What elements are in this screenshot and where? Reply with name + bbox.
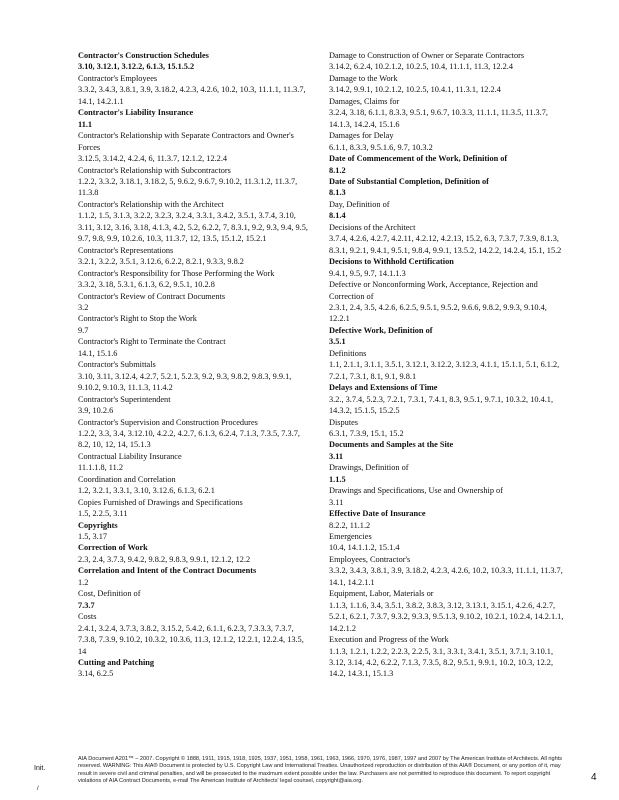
index-entry — [329, 588, 565, 634]
index-references: 8.1.2 — [329, 165, 346, 175]
index-entry — [78, 291, 314, 314]
index-term: Contractor's Relationship with the Architect — [78, 199, 224, 209]
index-entry — [329, 153, 565, 176]
index-term: Contractor's Representations — [78, 245, 174, 255]
index-term: Copies Furnished of Drawings and Specifications — [78, 497, 243, 507]
index-entry — [329, 256, 565, 279]
index-entry — [78, 165, 314, 199]
index-term: Contractor's Construction Schedules — [78, 51, 209, 60]
index-entry — [78, 520, 314, 543]
index-entry — [329, 382, 565, 416]
index-references: 10.4, 14.1.1.2, 15.1.4 — [329, 543, 400, 553]
index-references: 1.1, 2.1.1, 3.1.1, 3.5.1, 3.12.1, 3.12.2, 3.12.3, 4.1.1, 15.1.1, 5.1, 6.1.2, 7.2.1, 7.3.1, 8.1, 9.1, 9.8.1 — [329, 360, 560, 381]
index-entry — [329, 417, 565, 440]
index-references: 1.5, 3.17 — [78, 532, 108, 542]
initials-mark: / — [37, 786, 39, 792]
index-references: 3.3.2, 3.18, 5.3.1, 6.1.3, 6.2, 9.5.1, 10.2.8 — [78, 280, 215, 290]
index-entry — [329, 279, 565, 325]
index-term: Employees, Contractor's — [329, 554, 411, 564]
index-term: Emergencies — [329, 532, 372, 542]
index-references: 6.3.1, 7.3.9, 15.1, 15.2 — [329, 428, 404, 438]
index-entry — [329, 96, 565, 130]
index-entry — [78, 359, 314, 393]
index-entry — [78, 336, 314, 359]
index-entry — [78, 313, 314, 336]
index-references: 3.10, 3.12.1, 3.12.2, 6.1.3, 15.1.5.2 — [78, 62, 195, 72]
index-entry — [329, 130, 565, 153]
index-references: 3.11 — [329, 451, 344, 461]
index-entry — [329, 531, 565, 554]
index-references: 1.2.2, 3.3, 3.4, 3.12.10, 4.2.2, 4.2.7, 6.1.3, 6.2.4, 7.1.3, 7.3.5, 7.3.7, 8.2, 10, 12, 14, 15.1.3 — [78, 428, 300, 450]
index-term: Effective Date of Insurance — [329, 509, 426, 519]
index-references: 3.14.2, 6.2.4, 10.2.1.2, 10.2.5, 10.4, 11.1.1, 11.3, 12.2.4 — [329, 62, 513, 72]
index-entry — [329, 222, 565, 256]
index-term: Copyrights — [78, 520, 118, 530]
index-entry — [329, 73, 565, 96]
index-term: Decisions of the Architect — [329, 222, 416, 232]
index-term: Date of Substantial Completion, Definition of — [329, 176, 489, 186]
index-entry — [329, 554, 565, 588]
index-entry — [78, 417, 314, 451]
index-entry — [78, 451, 314, 474]
index-references: 3.2., 3.7.4, 5.2.3, 7.2.1, 7.3.1, 7.4.1, 8.3, 9.5.1, 9.7.1, 10.3.2, 10.4.1, 14.3.2, 15.1.5, 15.2.5 — [329, 394, 554, 416]
index-entry — [78, 394, 314, 417]
index-term: Contractor's Liability Insurance — [78, 108, 194, 118]
index-term: Contractor's Relationship with Subcontractors — [78, 165, 231, 175]
index-entry — [329, 199, 565, 222]
index-entry — [78, 611, 314, 657]
index-entry — [329, 462, 565, 485]
index-references: 3.2 — [78, 302, 89, 312]
index-entry — [78, 199, 314, 245]
index-references: 14.1, 15.1.6 — [78, 348, 118, 358]
index-references: 6.1.1, 8.3.3, 9.5.1.6, 9.7, 10.3.2 — [329, 142, 433, 152]
index-term: Contractor's Employees — [78, 73, 158, 83]
index-column-right — [329, 50, 565, 680]
index-term: Execution and Progress of the Work — [329, 635, 449, 645]
index-entry — [78, 245, 314, 268]
page-number: 4 — [591, 772, 597, 783]
index-term: Coordination and Correlation — [78, 474, 176, 484]
index-term: Defective or Nonconforming Work, Acceptance, Rejection and Correction of — [329, 280, 538, 301]
index-term: Drawings and Specifications, Use and Ownership of — [329, 486, 503, 496]
index-references: 1.1.2, 1.5, 3.1.3, 3.2.2, 3.2.3, 3.2.4, 3.3.1, 3.4.2, 3.5.1, 3.7.4, 3.10, 3.11, 3.12, 3.16, 3.18, 4.1.3, 4.2, 5.2, 6.2.2, 7, 8.3.1, 9.2, 9.3, 9.4, 9.5, 9.7, 9.8, 9.9, 10.2.6, 10.3, 11.3.7, 12, 13.5, 15.1.2, 15.2.1 — [78, 211, 308, 244]
index-term: Cost, Definition of — [78, 589, 141, 599]
index-entry — [78, 50, 314, 73]
index-references: 3.3.2, 3.4.3, 3.8.1, 3.9, 3.18.2, 4.2.3, 4.2.6, 10.2, 10.3, 11.1.1, 11.3.7, 14.1, 14.2.1.1 — [78, 85, 306, 106]
index-references: 3.5.1 — [329, 337, 346, 347]
index-references: 1.5, 2.2.5, 3.11 — [78, 509, 128, 519]
index-references: 3.12.5, 3.14.2, 4.2.4, 6, 11.3.7, 12.1.2, 12.2.4 — [78, 154, 228, 164]
index-entry — [78, 588, 314, 611]
index-references: 11.1.1.8, 11.2 — [78, 463, 124, 473]
index-references: 1.1.3, 1.2.1, 1.2.2, 2.2.3, 2.2.5, 3.1, 3.3.1, 3.4.1, 3.5.1, 3.7.1, 3.10.1, 3.12, 3.14, 4.2, 6.2.2, 7.1.3, 7.3.5, 8.2, 9.5.1, 9.9.1, 10.2, 10.3, 12.2, 14.2, 14.3.1, 15.1.3 — [329, 646, 554, 679]
index-term: Contractor's Relationship with Separate Contractors and Owner's Forces — [78, 131, 294, 152]
index-term: Contractor's Review of Contract Documents — [78, 291, 226, 301]
index-term: Costs — [78, 612, 97, 622]
index-entry — [78, 73, 314, 107]
index-references: 3.14.2, 9.9.1, 10.2.1.2, 10.2.5, 10.4.1, 11.3.1, 12.2.4 — [329, 85, 501, 95]
index-references: 11.1 — [78, 119, 93, 129]
index-references: 1.2 — [78, 577, 89, 587]
index-term: Damages for Delay — [329, 131, 394, 141]
index-entry — [78, 565, 314, 588]
index-term: Disputes — [329, 417, 359, 427]
index-references: 8.2.2, 11.1.2 — [329, 520, 371, 530]
index-column-left — [78, 50, 314, 680]
index-term: Day, Definition of — [329, 199, 390, 209]
index-term: Equipment, Labor, Materials or — [329, 589, 434, 599]
index-entry — [329, 348, 565, 382]
index-references: 3.10, 3.11, 3.12.4, 4.2.7, 5.2.1, 5.2.3, 9.2, 9.3, 9.8.2, 9.8.3, 9.9.1, 9.10.2, 9.10.3, 11.1.3, 11.4.2 — [78, 371, 292, 393]
index-references: 3.14, 6.2.5 — [78, 669, 114, 679]
index-entry — [329, 50, 565, 73]
index-term: Date of Commencement of the Work, Definition of — [329, 154, 508, 164]
index-term: Damage to the Work — [329, 73, 398, 83]
index-term: Correction of Work — [78, 543, 148, 553]
index-references: 2.3, 2.4, 3.7.3, 9.4.2, 9.8.2, 9.8.3, 9.9.1, 12.1.2, 12.2 — [78, 554, 251, 564]
index-references: 3.7.4, 4.2.6, 4.2.7, 4.2.11, 4.2.12, 4.2.13, 15.2, 6.3, 7.3.7, 7.3.9, 8.1.3, 8.3.1, 9.2.1, 9.4.1, 9.5.1, 9.8.4, 9.9.1, 13.5.2, 14.2.2, 14.2.4, 15.1, 15.2 — [329, 234, 562, 255]
index-references: 1.1.5 — [329, 474, 346, 484]
index-references: 8.1.3 — [329, 188, 346, 198]
index-entry — [329, 176, 565, 199]
index-entry — [78, 107, 314, 130]
index-entry — [329, 439, 565, 462]
index-entry — [78, 268, 314, 291]
index-entry — [329, 508, 565, 531]
index-term: Contractor's Right to Terminate the Contract — [78, 337, 226, 347]
initials-label: Init. — [34, 765, 46, 772]
index-entry — [78, 497, 314, 520]
index-term: Damages, Claims for — [329, 96, 400, 106]
index-references: 2.4.1, 3.2.4, 3.7.3, 3.8.2, 3.15.2, 5.4.2, 6.1.1, 6.2.3, 7.3.3.3, 7.3.7, 7.3.8, 7.3.9, 9.10.2, 10.3.2, 10.3.6, 11.3, 12.1.2, 12.2.1, 12.2.4, 13.5, 14 — [78, 623, 304, 656]
copyright-notice: AIA Document A201™ – 2007. Copyright © 1888, 1911, 1915, 1918, 1925, 1937, 1951, 1958, 1961, 1963, 1966, 1970, 1976, 1987, 1997 and 2007 by The American Institute of Architects. All rights reserved. WARNING: This AIA® Document is protected by U.S. Copyright Law and International Treaties. Unauthorized reproduction or distribution of this AIA® Document, or any portion of it, may result in severe civil and criminal penalties, and will be prosecuted to the maximum extent possible under the law. Purchasers are not permitted to reproduce this document. To report copyright violations of AIA Contract Documents, e-mail The American Institute of Architects' legal counsel, copyright@aia.org. — [78, 756, 563, 785]
index-references: 1.1.3, 1.1.6, 3.4, 3.5.1, 3.8.2, 3.8.3, 3.12, 3.13.1, 3.15.1, 4.2.6, 4.2.7, 5.2.1, 6.2.1, 7.3.7, 9.3.2, 9.3.3, 9.5.1.3, 9.10.2, 10.2.1, 10.2.4, 14.2.1.1, 14.2.1.2 — [329, 600, 564, 633]
index-term: Decisions to Withhold Certification — [329, 257, 454, 267]
index-term: Delays and Extensions of Time — [329, 383, 438, 393]
index-term: Contractual Liability Insurance — [78, 451, 182, 461]
index-term: Drawings, Definition of — [329, 463, 409, 473]
index-entry — [78, 474, 314, 497]
index-references: 3.2.1, 3.2.2, 3.5.1, 3.12.6, 6.2.2, 8.2.1, 9.3.3, 9.8.2 — [78, 257, 244, 267]
index-term: Contractor's Supervision and Construction Procedures — [78, 417, 258, 427]
index-term: Defective Work, Definition of — [329, 325, 433, 335]
index-references: 9.4.1, 9.5, 9.7, 14.1.1.3 — [329, 268, 406, 278]
index-references: 9.7 — [78, 325, 89, 335]
index-term: Damage to Construction of Owner or Separate Contractors — [329, 51, 525, 60]
index-entry — [78, 130, 314, 164]
index-references: 1.2.2, 3.3.2, 3.18.1, 3.18.2, 5, 9.6.2, 9.6.7, 9.10.2, 11.3.1.2, 11.3.7, 11.3.8 — [78, 176, 298, 198]
index-term: Cutting and Patching — [78, 658, 155, 668]
index-references: 3.2.4, 3.18, 6.1.1, 8.3.3, 9.5.1, 9.6.7, 10.3.3, 11.1.1, 11.3.5, 11.3.7, 14.1.3, 14.2.4, 15.1.6 — [329, 108, 548, 129]
index-references: 3.9, 10.2.6 — [78, 406, 114, 416]
index-entry — [329, 485, 565, 508]
index-term: Contractor's Right to Stop the Work — [78, 314, 197, 324]
index-entry — [329, 634, 565, 680]
index-entry — [78, 657, 314, 680]
index-references: 3.3.2, 3.4.3, 3.8.1, 3.9, 3.18.2, 4.2.3, 4.2.6, 10.2, 10.3.3, 11.1.1, 11.3.7, 14.1, 14.2.1.1 — [329, 566, 563, 587]
index-references: 3.11 — [329, 497, 344, 507]
index-term: Correlation and Intent of the Contract Documents — [78, 566, 257, 576]
index-term: Contractor's Responsibility for Those Performing the Work — [78, 268, 275, 278]
index-term: Definitions — [329, 348, 367, 358]
index-references: 2.3.1, 2.4, 3.5, 4.2.6, 6.2.5, 9.5.1, 9.5.2, 9.6.6, 9.8.2, 9.9.3, 9.10.4, 12.2.1 — [329, 302, 547, 324]
index-references: 8.1.4 — [329, 211, 346, 221]
index-term: Contractor's Submittals — [78, 360, 156, 370]
index-entry — [78, 542, 314, 565]
index-term: Documents and Samples at the Site — [329, 440, 454, 450]
index-entry — [329, 325, 565, 348]
index-term: Contractor's Superintendent — [78, 394, 171, 404]
index-references: 7.3.7 — [78, 600, 95, 610]
index-references: 1.2, 3.2.1, 3.3.1, 3.10, 3.12.6, 6.1.3, 6.2.1 — [78, 486, 215, 496]
